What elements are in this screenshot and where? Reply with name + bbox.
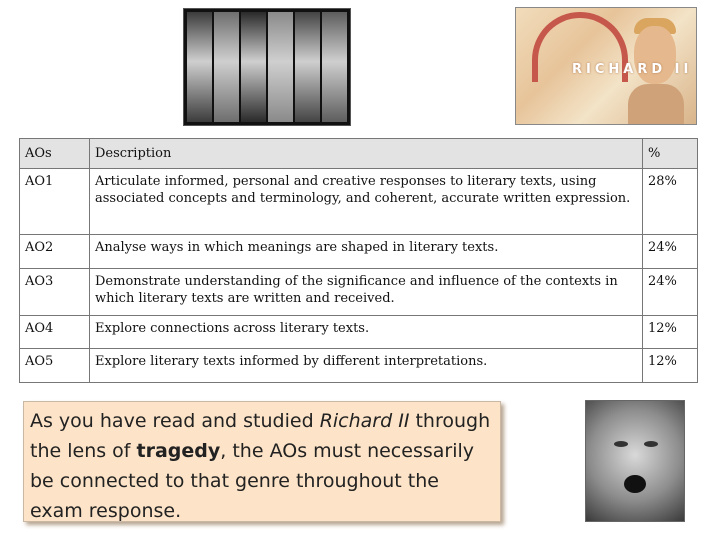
ao-weighting: 12% — [643, 316, 698, 349]
cast-photo-strip — [322, 12, 347, 122]
note-text: through the lens of — [30, 410, 491, 462]
table-row — [20, 316, 698, 349]
ao-description: Articulate informed, personal and creative responses to literary texts, using associated concepts and terminology, and coherent, accurate written expression. — [90, 169, 643, 235]
richard-ii-poster — [515, 7, 697, 125]
statue-eye — [614, 441, 628, 447]
ao-code: AO4 — [20, 316, 90, 349]
note-keyword: tragedy — [136, 440, 221, 462]
ao-weighting: 12% — [643, 349, 698, 383]
header-percent: % — [643, 139, 698, 169]
note-play-title: Richard II — [319, 410, 410, 432]
note-text: As you have read and studied — [30, 410, 320, 432]
ao-code: AO2 — [20, 235, 90, 269]
screaming-statue-photo — [585, 400, 685, 522]
table-row — [20, 169, 698, 235]
header-description: Description — [90, 139, 643, 169]
note-text: , the AOs must necessarily be connected to that genre throughout the exam response. — [30, 440, 474, 522]
tragedy-note — [23, 401, 501, 522]
statue-eye — [644, 441, 658, 447]
header-ao: AOs — [20, 139, 90, 169]
cast-photo-strip — [295, 12, 320, 122]
assessment-objectives-table — [19, 138, 698, 383]
ao-description: Explore connections across literary texts. — [90, 316, 643, 349]
cast-photo-strip — [268, 12, 293, 122]
table-row — [20, 269, 698, 316]
cast-photo-strip — [241, 12, 266, 122]
ao-code: AO1 — [20, 169, 90, 235]
poster-figure — [628, 84, 684, 125]
cast-photo-strip — [187, 12, 212, 122]
ao-description: Analyse ways in which meanings are shaped in literary texts. — [90, 235, 643, 269]
ao-weighting: 24% — [643, 235, 698, 269]
table-header-row — [20, 139, 698, 169]
ao-weighting: 28% — [643, 169, 698, 235]
statue-mouth — [624, 475, 646, 493]
ao-description: Demonstrate understanding of the significance and influence of the contexts in which literary texts are written and received. — [90, 269, 643, 316]
ao-code: AO5 — [20, 349, 90, 383]
ao-weighting: 24% — [643, 269, 698, 316]
cast-photo — [183, 8, 351, 126]
poster-title: RICHARD II — [572, 62, 693, 77]
table-row — [20, 349, 698, 383]
ao-code: AO3 — [20, 269, 90, 316]
ao-description: Explore literary texts informed by different interpretations. — [90, 349, 643, 383]
table-row — [20, 235, 698, 269]
cast-photo-strip — [214, 12, 239, 122]
